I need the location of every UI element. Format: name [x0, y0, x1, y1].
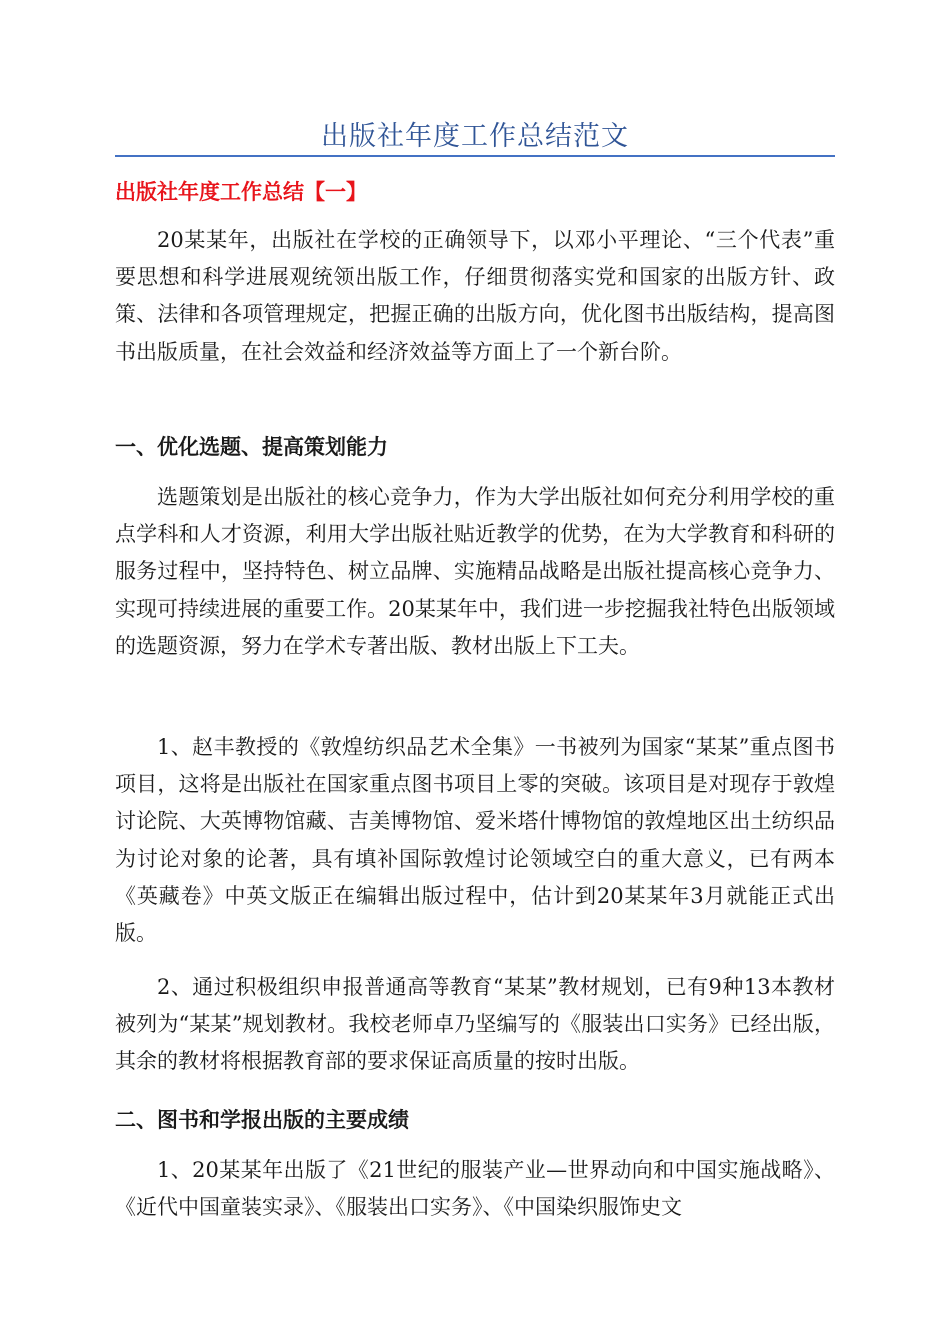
- section-1-paragraph-2: 1、赵丰教授的《敦煌纺织品艺术全集》一书被列为国家“某某”重点图书项目，这将是出版社在国家重点图书项目上零的突破。该项目是对现存于敦煌讨论院、大英博物馆藏、吉美博物馆、爱米塔什博物馆的敦煌地区出土纺织品为讨论对象的论著，具有填补国际敦煌讨论领域空白的重大意义，已有两本《英藏卷》中英文版正在编辑出版过程中，估计到20某某年3月就能正式出版。: [115, 735, 835, 946]
- subtitle-heading: 出版社年度工作总结【一】: [115, 180, 367, 204]
- section-2-paragraph-1: 1、20某某年出版了《21世纪的服装产业—世界动向和中国实施战略》、《近代中国童装实录》、《服装出口实务》、《中国染织服饰史文: [115, 1158, 835, 1220]
- section-heading-2: 二、图书和学报出版的主要成绩: [115, 1108, 409, 1132]
- section-heading-1: 一、优化选题、提高策划能力: [115, 435, 388, 459]
- title-underline: [115, 155, 835, 157]
- document-title: 出版社年度工作总结范文: [321, 121, 629, 152]
- section-1-paragraph-3: 2、通过积极组织申报普通高等教育“某某”教材规划，已有9种13本教材被列为“某某”规划教材。我校老师卓乃坚编写的《服装出口实务》已经出版，其余的教材将根据教育部的要求保证高质量的按时出版。: [115, 975, 835, 1074]
- intro-paragraph: 20某某年，出版社在学校的正确领导下，以邓小平理论、“三个代表”重要思想和科学进展观统领出版工作，仔细贯彻落实党和国家的出版方针、政策、法律和各项管理规定，把握正确的出版方向，优化图书出版结构，提高图书出版质量，在社会效益和经济效益等方面上了一个新台阶。: [115, 228, 835, 364]
- section-1-paragraph-1: 选题策划是出版社的核心竞争力，作为大学出版社如何充分利用学校的重点学科和人才资源，利用大学出版社贴近教学的优势，在为大学教育和科研的服务过程中，坚持特色、树立品牌、实施精品战略是出版社提高核心竞争力、实现可持续进展的重要工作。20某某年中，我们进一步挖掘我社特色出版领域的选题资源，努力在学术专著出版、教材出版上下工夫。: [115, 485, 835, 658]
